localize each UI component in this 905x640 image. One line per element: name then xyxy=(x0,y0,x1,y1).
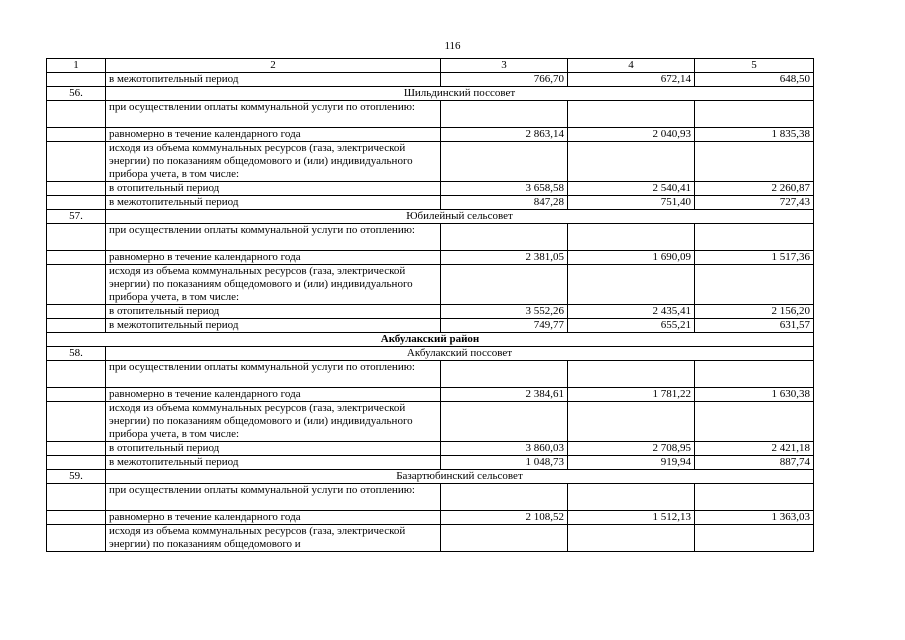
value-col-3: 3 860,03 xyxy=(441,442,568,456)
row-description: в межотопительный период xyxy=(106,196,441,210)
value-col-4 xyxy=(568,101,695,128)
value-col-5: 1 517,36 xyxy=(695,251,814,265)
value-col-4: 655,21 xyxy=(568,319,695,333)
value-col-3 xyxy=(441,101,568,128)
section-row xyxy=(47,87,814,101)
value-col-5 xyxy=(695,484,814,511)
row-number xyxy=(47,319,106,333)
table-row xyxy=(47,101,814,128)
value-col-5: 648,50 xyxy=(695,73,814,87)
value-col-4: 672,14 xyxy=(568,73,695,87)
row-description: в отопительный период xyxy=(106,182,441,196)
value-col-5: 631,57 xyxy=(695,319,814,333)
table-row xyxy=(47,73,814,87)
table-row xyxy=(47,319,814,333)
value-col-4 xyxy=(568,224,695,251)
table-row xyxy=(47,525,814,552)
value-col-5: 1 363,03 xyxy=(695,511,814,525)
row-description: в отопительный период xyxy=(106,305,441,319)
row-number xyxy=(47,484,106,511)
row-number xyxy=(47,388,106,402)
value-col-3 xyxy=(441,484,568,511)
value-col-4 xyxy=(568,265,695,305)
table-header-row xyxy=(47,59,814,73)
value-col-3 xyxy=(441,142,568,182)
column-header-3: 3 xyxy=(441,59,568,73)
table-row xyxy=(47,402,814,442)
table-body xyxy=(47,59,814,552)
column-header-5: 5 xyxy=(695,59,814,73)
table-row xyxy=(47,305,814,319)
row-number xyxy=(47,305,106,319)
row-description: исходя из объема коммунальных ресурсов (газа, электрической энергии) по показаниям общедомового и (или) индивидуального прибора учета, в том числе: xyxy=(106,265,441,305)
value-col-5: 1 835,38 xyxy=(695,128,814,142)
value-col-3: 1 048,73 xyxy=(441,456,568,470)
row-number xyxy=(47,251,106,265)
row-description: при осуществлении оплаты коммунальной услуги по отоплению: xyxy=(106,224,441,251)
value-col-5: 2 421,18 xyxy=(695,442,814,456)
section-title: Юбилейный сельсовет xyxy=(106,210,814,224)
table-row xyxy=(47,511,814,525)
section-row xyxy=(47,210,814,224)
value-col-3: 3 552,26 xyxy=(441,305,568,319)
value-col-5 xyxy=(695,224,814,251)
value-col-4: 1 690,09 xyxy=(568,251,695,265)
row-description: равномерно в течение календарного года xyxy=(106,128,441,142)
value-col-5: 727,43 xyxy=(695,196,814,210)
value-col-3: 2 384,61 xyxy=(441,388,568,402)
table-row xyxy=(47,456,814,470)
table-row xyxy=(47,361,814,388)
tariff-table xyxy=(46,58,814,552)
column-header-2: 2 xyxy=(106,59,441,73)
value-col-4: 2 040,93 xyxy=(568,128,695,142)
value-col-3: 749,77 xyxy=(441,319,568,333)
row-number xyxy=(47,361,106,388)
value-col-3 xyxy=(441,224,568,251)
value-col-4 xyxy=(568,484,695,511)
row-description: в межотопительный период xyxy=(106,456,441,470)
section-number: 58. xyxy=(47,347,106,361)
page-number: 116 xyxy=(444,40,461,52)
value-col-4: 751,40 xyxy=(568,196,695,210)
row-number xyxy=(47,402,106,442)
row-number xyxy=(47,456,106,470)
row-description: равномерно в течение календарного года xyxy=(106,388,441,402)
table-row xyxy=(47,224,814,251)
row-number xyxy=(47,265,106,305)
row-number xyxy=(47,196,106,210)
table-row xyxy=(47,251,814,265)
table-row xyxy=(47,128,814,142)
row-description: в межотопительный период xyxy=(106,73,441,87)
value-col-4: 2 435,41 xyxy=(568,305,695,319)
row-number xyxy=(47,128,106,142)
value-col-5 xyxy=(695,101,814,128)
value-col-3: 766,70 xyxy=(441,73,568,87)
value-col-4: 1 512,13 xyxy=(568,511,695,525)
section-row xyxy=(47,470,814,484)
value-col-4 xyxy=(568,402,695,442)
value-col-5 xyxy=(695,402,814,442)
row-description: равномерно в течение календарного года xyxy=(106,251,441,265)
row-description: исходя из объема коммунальных ресурсов (газа, электрической энергии) по показаниям общедомового и (или) индивидуального прибора учета, в том числе: xyxy=(106,142,441,182)
table-row xyxy=(47,442,814,456)
row-description: равномерно в течение календарного года xyxy=(106,511,441,525)
value-col-4: 2 708,95 xyxy=(568,442,695,456)
value-col-5 xyxy=(695,265,814,305)
table-row xyxy=(47,182,814,196)
value-col-4: 919,94 xyxy=(568,456,695,470)
section-number: 59. xyxy=(47,470,106,484)
row-description: при осуществлении оплаты коммунальной услуги по отоплению: xyxy=(106,101,441,128)
value-col-4 xyxy=(568,361,695,388)
column-header-4: 4 xyxy=(568,59,695,73)
value-col-3: 2 381,05 xyxy=(441,251,568,265)
section-title: Акбулакский поссовет xyxy=(106,347,814,361)
value-col-4 xyxy=(568,525,695,552)
section-number: 56. xyxy=(47,87,106,101)
row-description: при осуществлении оплаты коммунальной услуги по отоплению: xyxy=(106,361,441,388)
value-col-5 xyxy=(695,525,814,552)
value-col-3: 3 658,58 xyxy=(441,182,568,196)
table-row xyxy=(47,196,814,210)
value-col-3: 2 108,52 xyxy=(441,511,568,525)
value-col-3: 2 863,14 xyxy=(441,128,568,142)
value-col-5 xyxy=(695,142,814,182)
section-row xyxy=(47,347,814,361)
table-row xyxy=(47,388,814,402)
value-col-4: 2 540,41 xyxy=(568,182,695,196)
row-number xyxy=(47,442,106,456)
value-col-3: 847,28 xyxy=(441,196,568,210)
row-number xyxy=(47,142,106,182)
section-number: 57. xyxy=(47,210,106,224)
value-col-5: 2 260,87 xyxy=(695,182,814,196)
value-col-3 xyxy=(441,265,568,305)
value-col-4 xyxy=(568,142,695,182)
value-col-3 xyxy=(441,402,568,442)
value-col-5: 1 630,38 xyxy=(695,388,814,402)
table-row xyxy=(47,142,814,182)
table-row xyxy=(47,265,814,305)
row-number xyxy=(47,182,106,196)
column-header-1: 1 xyxy=(47,59,106,73)
row-description: исходя из объема коммунальных ресурсов (газа, электрической энергии) по показаниям общедомового и (или) индивидуального прибора учета, в том числе: xyxy=(106,402,441,442)
section-title: Шильдинский поссовет xyxy=(106,87,814,101)
row-description: исходя из объема коммунальных ресурсов (газа, электрической энергии) по показаниям общедомового и xyxy=(106,525,441,552)
row-number xyxy=(47,511,106,525)
value-col-5: 2 156,20 xyxy=(695,305,814,319)
district-title: Акбулакский район xyxy=(47,333,814,347)
value-col-5: 887,74 xyxy=(695,456,814,470)
row-number xyxy=(47,525,106,552)
row-description: в межотопительный период xyxy=(106,319,441,333)
row-number xyxy=(47,73,106,87)
table-row xyxy=(47,484,814,511)
value-col-3 xyxy=(441,525,568,552)
row-description: в отопительный период xyxy=(106,442,441,456)
row-number xyxy=(47,101,106,128)
value-col-3 xyxy=(441,361,568,388)
row-number xyxy=(47,224,106,251)
value-col-4: 1 781,22 xyxy=(568,388,695,402)
district-row xyxy=(47,333,814,347)
section-title: Базартюбинский сельсовет xyxy=(106,470,814,484)
value-col-5 xyxy=(695,361,814,388)
row-description: при осуществлении оплаты коммунальной услуги по отоплению: xyxy=(106,484,441,511)
